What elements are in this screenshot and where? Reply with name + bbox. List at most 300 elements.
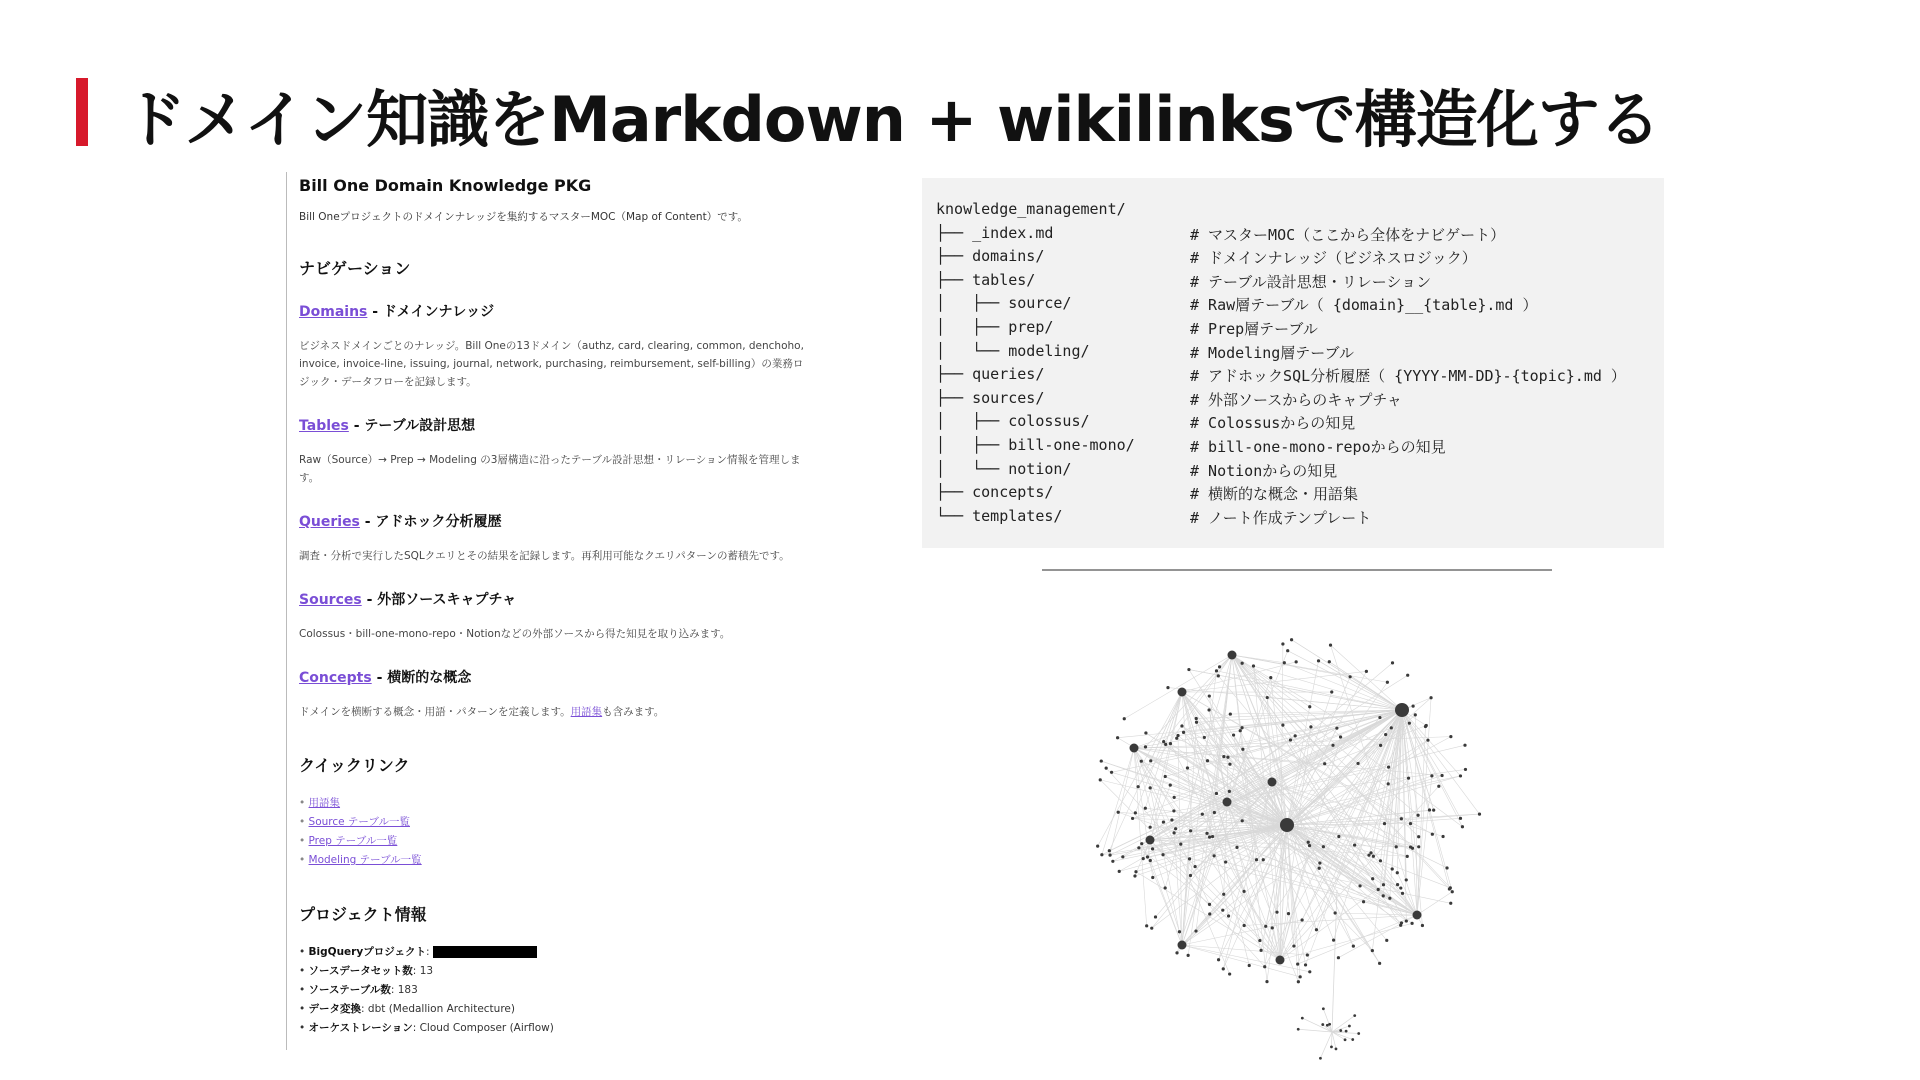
graph-edge [1331,1032,1332,1047]
graph-node [1329,643,1332,646]
tables-link[interactable]: Tables [299,418,349,434]
graph-node [1308,970,1311,973]
graph-node [1441,835,1444,838]
graph-node [1387,782,1390,785]
tree-row [936,436,1664,460]
graph-node [1105,766,1108,769]
graph-node [1451,890,1454,893]
graph-node [1149,826,1152,829]
graph-node [1264,925,1267,928]
graph-node [1228,763,1231,766]
graph-edge [1196,710,1402,718]
graph-node [1169,784,1172,787]
tree-path: ├── _index.md [936,223,1054,242]
graph-node [1386,681,1389,684]
graph-node [1371,949,1374,952]
redacted-block [433,946,537,958]
graph-node [1232,733,1235,736]
graph-node [1137,785,1140,788]
graph-node [1186,766,1189,769]
graph-node [1459,817,1462,820]
graph-node [1151,876,1154,879]
graph-node [1417,835,1420,838]
list-item: • 用語集 [299,797,341,809]
graph-node [1205,832,1208,835]
graph-edge [1232,655,1387,682]
graph-node [1169,742,1172,745]
graph-node [1378,716,1381,719]
graph-node [1172,809,1175,812]
graph-node [1255,858,1258,861]
graph-node [1410,922,1413,925]
graph-node [1175,737,1178,740]
graph-node [1399,886,1402,889]
graph-node [1428,808,1431,811]
tree-row [936,507,1664,531]
graph-node [1149,759,1152,762]
graph-node [1299,975,1302,978]
graph-node [1344,1038,1347,1041]
graph-node [1226,756,1229,759]
graph-node [1100,759,1103,762]
title-accent-bar [76,78,88,146]
graph-node [1437,785,1440,788]
section-title: - 横断的な概念 [371,670,472,686]
quick-links-list [299,794,806,870]
graph-edge [1232,655,1287,825]
section-queries [299,511,806,565]
graph-node [1194,929,1197,932]
tree-comment: # 外部ソースからのキャプチャ [1190,390,1402,409]
graph-node [1172,831,1175,834]
markdown-document-panel [286,172,806,1050]
graph-node [1173,796,1176,799]
section-domains [299,301,806,391]
graph-edge [1244,915,1417,925]
graph-node [1146,855,1149,858]
graph-node [1296,962,1299,965]
graph-node [1429,696,1432,699]
graph-node [1229,712,1232,715]
info-label: データ変換 [308,1003,362,1015]
graph-node [1385,939,1388,942]
graph-node [1409,845,1412,848]
sources-link[interactable]: Sources [299,592,362,608]
graph-node [1281,642,1284,645]
graph-node [1161,853,1164,856]
graph-node [1400,817,1403,820]
concepts-link[interactable]: Concepts [299,670,372,686]
graph-node [1358,884,1361,887]
graph-hub-node [1223,798,1232,807]
graph-node [1379,859,1382,862]
graph-node [1319,1057,1322,1060]
graph-node [1266,696,1269,699]
graph-node [1365,670,1368,673]
graph-node [1301,1017,1304,1020]
tree-row [936,389,1664,413]
graph-node [1459,774,1462,777]
graph-node [1239,729,1242,732]
graph-edge [1332,1016,1355,1032]
tree-row [936,271,1664,295]
section-title: - ドメインナレッジ [367,304,495,320]
graph-node [1108,854,1111,857]
graph-node [1212,854,1215,857]
graph-edge [1182,726,1272,782]
graph-node [1449,902,1452,905]
graph-node [1162,740,1165,743]
list-item: • ソースデータセット数: 13 [299,965,434,977]
quick-links-heading: クイックリンク [299,756,410,775]
graph-node [1131,817,1134,820]
graph-node [1430,774,1433,777]
graph-node [1408,722,1411,725]
graph-edge [1287,825,1371,853]
graph-node [1478,812,1481,815]
tree-row [936,224,1664,248]
tree-row [936,412,1664,436]
graph-node [1182,731,1185,734]
graph-hub-node [1178,688,1187,697]
graph-node [1241,748,1244,751]
graph-node [1242,890,1245,893]
graph-node [1330,1045,1333,1048]
graph-node [1133,874,1136,877]
glossary-link[interactable]: 用語集 [570,706,603,718]
doc-title: Bill One Domain Knowledge PKG [299,176,592,195]
info-label: オーケストレーション [308,1022,413,1034]
graph-node [1215,792,1218,795]
section-description: 調査・分析で実行したSQLクエリとその結果を記録します。再利用可能なクエリパターンの蓄積先です。 [299,550,790,562]
graph-node [1449,735,1452,738]
graph-edge [1331,645,1402,710]
tree-path: │ └── notion/ [936,459,1072,478]
graph-node [1328,660,1331,663]
graph-node [1337,956,1340,959]
graph-node [1294,734,1297,737]
graph-node [1351,1038,1354,1041]
tree-comment: # アドホックSQL分析履歴（ {YYYY-MM-DD}-{topic}.md ） [1190,367,1626,386]
knowledge-graph-view [1032,560,1552,1060]
graph-node [1396,871,1399,874]
graph-node [1378,962,1381,965]
info-label: BigQueryプロジェクト [308,946,426,958]
section-description: Colossus・bill-one-mono-repo・Notionなどの外部ソースから得た知見を取り込みます。 [299,628,731,640]
graph-node [1166,686,1169,689]
graph-node [1387,766,1390,769]
graph-node [1259,949,1262,952]
graph-edge [1216,671,1402,710]
graph-node [1134,870,1137,873]
graph-node [1111,860,1114,863]
graph-node [1323,762,1326,765]
graph-node [1339,735,1342,738]
graph-node [1211,835,1214,838]
tree-row [936,318,1664,342]
tree-comment: # マスターMOC（ここから全体をナビゲート） [1190,225,1506,244]
graph-node [1292,944,1295,947]
tree-comment: # Prep層テーブル [1190,319,1318,338]
graph-node [1401,892,1404,895]
graph-node [1193,865,1196,868]
graph-node [1281,723,1284,726]
graph-hub-node [1130,744,1139,753]
graph-node [1117,811,1120,814]
graph-node [1262,858,1265,861]
graph-node [1315,928,1318,931]
graph-node [1222,967,1225,970]
graph-node [1188,857,1191,860]
list-item: • BigQueryプロジェクト: [299,943,806,962]
graph-node [1383,822,1386,825]
graph-node [1297,980,1300,983]
tree-path: ├── queries/ [936,365,1045,384]
graph-node [1409,822,1412,825]
graph-edge [1145,692,1182,808]
graph-node [1440,774,1443,777]
graph-edge [1319,661,1402,710]
graph-node [1140,842,1143,845]
graph-node [1145,924,1148,927]
graph-node [1289,738,1292,741]
graph-edge [1298,915,1417,964]
graph-edge [1187,768,1417,915]
graph-node [1243,924,1246,927]
graph-node [1118,870,1121,873]
graph-node [1189,874,1192,877]
graph-node [1331,744,1334,747]
graph-node [1405,919,1408,922]
info-value: 183 [397,984,418,996]
graph-edge [1402,710,1479,814]
graph-node [1222,893,1225,896]
info-value: dbt (Medallion Architecture) [367,1003,515,1015]
info-label: ソースデータセット数 [308,965,413,977]
graph-edge [1102,748,1134,855]
graph-node [1218,665,1221,668]
graph-node [1369,851,1372,854]
graph-node [1405,878,1408,881]
section-description: ビジネスドメインごとのナレッジ。Bill Oneの13ドメイン（authz, card, clearing, common, denchoho, invoice, invoice-line, issuing, journal, network, purchasing, reimbursement, self-billing）の業務ロジック・データフローを記録します。 [299,340,804,388]
graph-node [1208,903,1211,906]
list-item: • ソーステーブル数: 183 [299,984,418,996]
graph-node [1208,694,1211,697]
graph-node [1287,912,1290,915]
graph-hub-node [1228,651,1237,660]
graph-node [1353,1014,1356,1017]
graph-edge [1098,692,1182,846]
graph-node [1149,786,1152,789]
graph-node [1263,965,1266,968]
graph-node [1357,1032,1360,1035]
tree-comment: # テーブル設計思想・リレーション [1190,272,1432,291]
quick-link-modeling-tables[interactable]: Modeling テーブル一覧 [308,854,422,866]
tree-path: ├── sources/ [936,388,1045,407]
graph-node [1417,845,1420,848]
graph-node [1227,914,1230,917]
quick-link-source-tables[interactable]: Source テーブル一覧 [308,816,410,828]
graph-node [1187,954,1190,957]
graph-edge [1280,846,1310,960]
graph-edge [1320,1032,1332,1058]
graph-node [1309,725,1312,728]
graph-node [1228,972,1231,975]
graph-node [1308,844,1311,847]
graph-node [1187,668,1190,671]
graph-hub-node [1276,956,1285,965]
quick-link-glossary[interactable]: 用語集 [308,797,341,809]
graph-node [1213,811,1216,814]
tree-row [936,483,1664,507]
tree-comment: # ノート作成テンプレート [1190,508,1372,527]
graph-node [1295,660,1298,663]
graph-node [1297,1028,1300,1031]
quick-link-prep-tables[interactable]: Prep テーブル一覧 [308,835,398,847]
graph-hub-node [1178,941,1187,950]
graph-edge [1402,710,1442,776]
graph-node [1149,859,1152,862]
info-value: 13 [419,965,434,977]
tree-root [936,200,1664,224]
graph-node [1335,1047,1338,1050]
graph-hub-node [1395,703,1409,717]
list-item: • Modeling テーブル一覧 [299,854,422,866]
graph-node [1271,926,1274,929]
tree-comment: # Colossusからの知見 [1190,414,1356,433]
tree-comment: # Notionからの知見 [1190,461,1338,480]
graph-node [1099,778,1102,781]
domains-link[interactable]: Domains [299,304,368,320]
graph-node [1414,713,1417,716]
graph-node [1195,717,1198,720]
section-description [299,703,806,721]
graph-node [1203,736,1206,739]
graph-node [1178,930,1181,933]
desc-text: も含みます。 [602,706,665,718]
graph-node [1283,661,1286,664]
tree-path: │ ├── bill-one-mono/ [936,435,1135,454]
graph-node [1100,853,1103,856]
graph-node [1356,762,1359,765]
tree-comment: # Raw層テーブル（ {domain}__{table}.md ） [1190,296,1538,315]
graph-node [1330,690,1333,693]
graph-node [1445,866,1448,869]
graph-node [1162,820,1165,823]
graph-hub-node [1146,836,1155,845]
graph-node [1241,662,1244,665]
graph-node [1379,744,1382,747]
graph-node [1248,964,1251,967]
graph-node [1339,1029,1342,1032]
tree-path: │ ├── prep/ [936,317,1054,336]
graph-node [1345,1030,1348,1033]
graph-node [1301,918,1304,921]
graph-center-node [1280,818,1294,832]
graph-node [1334,911,1337,914]
graph-node [1286,649,1289,652]
tree-row [936,247,1664,271]
tree-row [936,365,1664,389]
graph-node [1189,829,1192,832]
graph-node [1382,894,1385,897]
graph-node [1121,855,1124,858]
tree-path: knowledge_management/ [936,200,1126,218]
graph-node [1328,1023,1331,1026]
graph-edge [1417,892,1452,915]
directory-tree-block [922,178,1664,548]
graph-node [1275,911,1278,914]
graph-node [1308,705,1311,708]
graph-node [1217,958,1220,961]
graph-node [1235,846,1238,849]
graph-node [1154,915,1157,918]
graph-node [1252,664,1255,667]
graph-node [1318,867,1321,870]
tree-comment: # bill-one-mono-repoからの知見 [1190,437,1446,456]
graph-node [1306,953,1309,956]
info-value: Cloud Composer (Airflow) [419,1022,554,1034]
tree-path: │ └── modeling/ [936,341,1090,360]
graph-node [1395,845,1398,848]
project-info-list [299,943,806,1038]
graph-node [1304,963,1307,966]
tree-path: │ ├── source/ [936,294,1072,313]
graph-node [1180,724,1183,727]
graph-node [1179,843,1182,846]
graph-node [1391,661,1394,664]
tree-path: └── templates/ [936,506,1063,525]
tree-path: ├── tables/ [936,270,1036,289]
graph-node [1134,811,1137,814]
tree-row [936,342,1664,366]
graph-node [1151,847,1154,850]
graph-node [1377,888,1380,891]
graph-node [1290,638,1293,641]
graph-node [1388,897,1391,900]
graph-node [1391,867,1394,870]
tree-comment: # 横断的な概念・用語集 [1190,485,1359,504]
list-item: • Source テーブル一覧 [299,816,410,828]
graph-node [1318,861,1321,864]
graph-node [1258,939,1261,942]
graph-node [1123,717,1126,720]
graph-node [1321,1023,1324,1026]
graph-node [1142,857,1145,860]
graph-node [1144,807,1147,810]
project-info-heading: プロジェクト情報 [299,905,427,924]
graph-node [1215,669,1218,672]
graph-node [1265,980,1268,983]
graph-node [1390,726,1393,729]
graph-node [1449,886,1452,889]
graph-node [1150,927,1153,930]
graph-node [1137,846,1140,849]
graph-node [1352,945,1355,948]
graph-node [1241,819,1244,822]
section-concepts [299,667,806,721]
desc-text: ドメインを横断する概念・用語・パターンを定義します。 [299,706,571,718]
graph-node [1116,736,1119,739]
graph-node [1407,777,1410,780]
graph-node [1307,841,1310,844]
slide-title: ドメイン知識をMarkdown + wikilinksで構造化する [124,83,1660,156]
graph-node [1322,1007,1325,1010]
queries-link[interactable]: Queries [299,514,360,530]
graph-node [1174,827,1177,830]
graph-node [1416,814,1419,817]
doc-intro: Bill Oneプロジェクトのドメインナレッジを集約するマスターMOC（Map of Content）です。 [299,211,748,223]
